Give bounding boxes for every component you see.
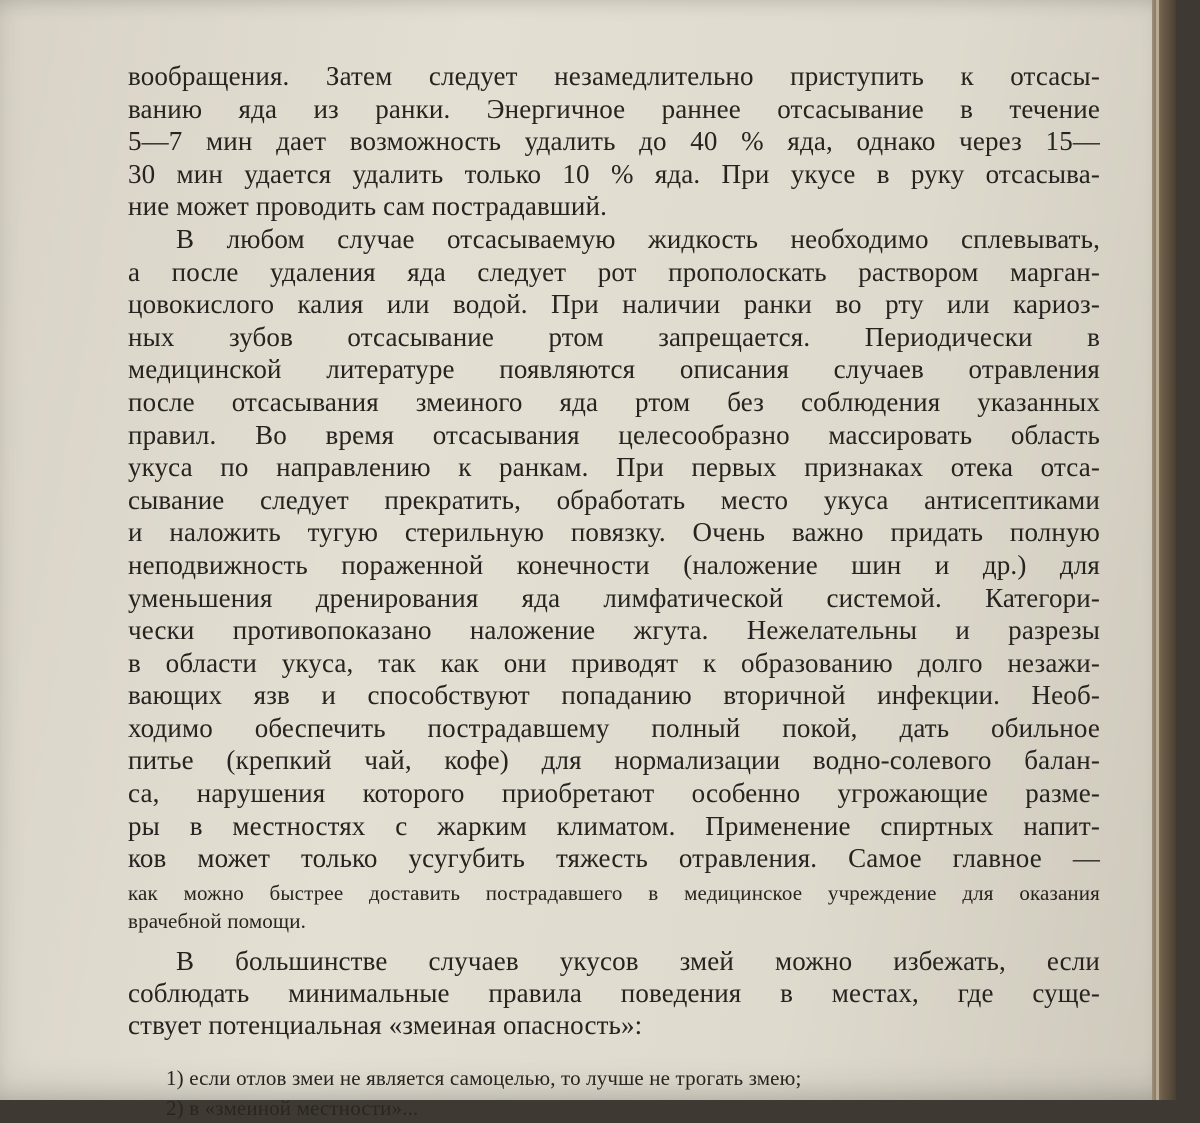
text-line: вающих язв и способствуют попаданию вторичной инфекции. Необ- xyxy=(128,680,1100,711)
page-text xyxy=(128,60,1100,1123)
paragraph-3 xyxy=(128,945,1100,1041)
text-line: са, нарушения которого приобретают особенно угрожающие разме- xyxy=(128,778,1100,809)
text-line: правил. Во время отсасывания целесообразно массировать область xyxy=(128,419,1100,450)
list-item: 2) в «змеиной местности»... xyxy=(166,1095,419,1120)
text-line: ков может только усугубить тяжесть отравления. Самое главное — xyxy=(128,843,1100,874)
text-line: и наложить тугую стерильную повязку. Очень важно придать полную xyxy=(128,517,1100,548)
small-print xyxy=(128,879,1100,935)
page-edge xyxy=(1152,0,1176,1100)
text-line: уменьшения дренирования яда лимфатической системой. Категори- xyxy=(128,582,1100,613)
text-line: неподвижность пораженной конечности (наложение шин и др.) для xyxy=(128,549,1100,580)
text-line: 5—7 мин дает возможность удалить до 40 % яда, однако через 15— xyxy=(128,126,1100,157)
text-line: укуса по направлению к ранкам. При первых признаках отека отса- xyxy=(128,452,1100,483)
text-line: врачебной помощи. xyxy=(128,908,307,933)
text-line: В большинстве случаев укусов змей можно избежать, если xyxy=(176,945,1100,976)
paragraph-1 xyxy=(128,60,1100,223)
text-line: ных зубов отсасывание ртом запрещается. Периодически в xyxy=(128,321,1100,352)
text-line: ванию яда из ранки. Энергичное раннее отсасывание в течение xyxy=(128,93,1100,124)
text-line: в области укуса, так как они приводят к образованию долго незажи- xyxy=(128,647,1100,678)
rules-list xyxy=(128,1063,1100,1123)
text-line: а после удаления яда следует рот прополоскать раствором марган- xyxy=(128,256,1100,287)
paragraph-gap xyxy=(128,935,1100,945)
text-line: соблюдать минимальные правила поведения в местах, где суще- xyxy=(128,977,1100,1008)
text-line: ние может проводить сам пострадавший. xyxy=(128,191,607,222)
page-edge-stripe xyxy=(1156,0,1159,1100)
text-line: ствует потенциальная «змеиная опасность»: xyxy=(128,1009,643,1040)
text-line: вообращения. Затем следует незамедлительно приступить к отсасы- xyxy=(128,61,1100,91)
text-line: питье (крепкий чай, кофе) для нормализации водно-солевого балан- xyxy=(128,745,1100,776)
text-line: цовокислого калия или водой. При наличии ранки во рту или кариоз- xyxy=(128,289,1100,320)
paragraph-2 xyxy=(128,223,1100,935)
text-line: ры в местностях с жарким климатом. Применение спиртных напит- xyxy=(128,810,1100,841)
text-line: после отсасывания змеиного яда ртом без соблюдения указанных xyxy=(128,386,1100,417)
text-line: чески противопоказано наложение жгута. Нежелательны и разрезы xyxy=(128,615,1100,646)
text-line: как можно быстрее доставить пострадавшего в медицинское учреждение для оказания xyxy=(128,880,1100,905)
text-line: медицинской литературе появляются описания случаев отравления xyxy=(128,354,1100,385)
text-line: 30 мин удается удалить только 10 % яда. При укусе в руку отсасыва- xyxy=(128,158,1100,189)
list-item: 1) если отлов змеи не является самоцелью, то лучше не трогать змею; xyxy=(166,1065,802,1090)
text-line: ходимо обеспечить пострадавшему полный покой, дать обильное xyxy=(128,712,1100,743)
text-line: сывание следует прекратить, обработать место укуса антисептиками xyxy=(128,484,1100,515)
text-line: В любом случае отсасываемую жидкость необходимо сплевывать, xyxy=(176,223,1100,254)
